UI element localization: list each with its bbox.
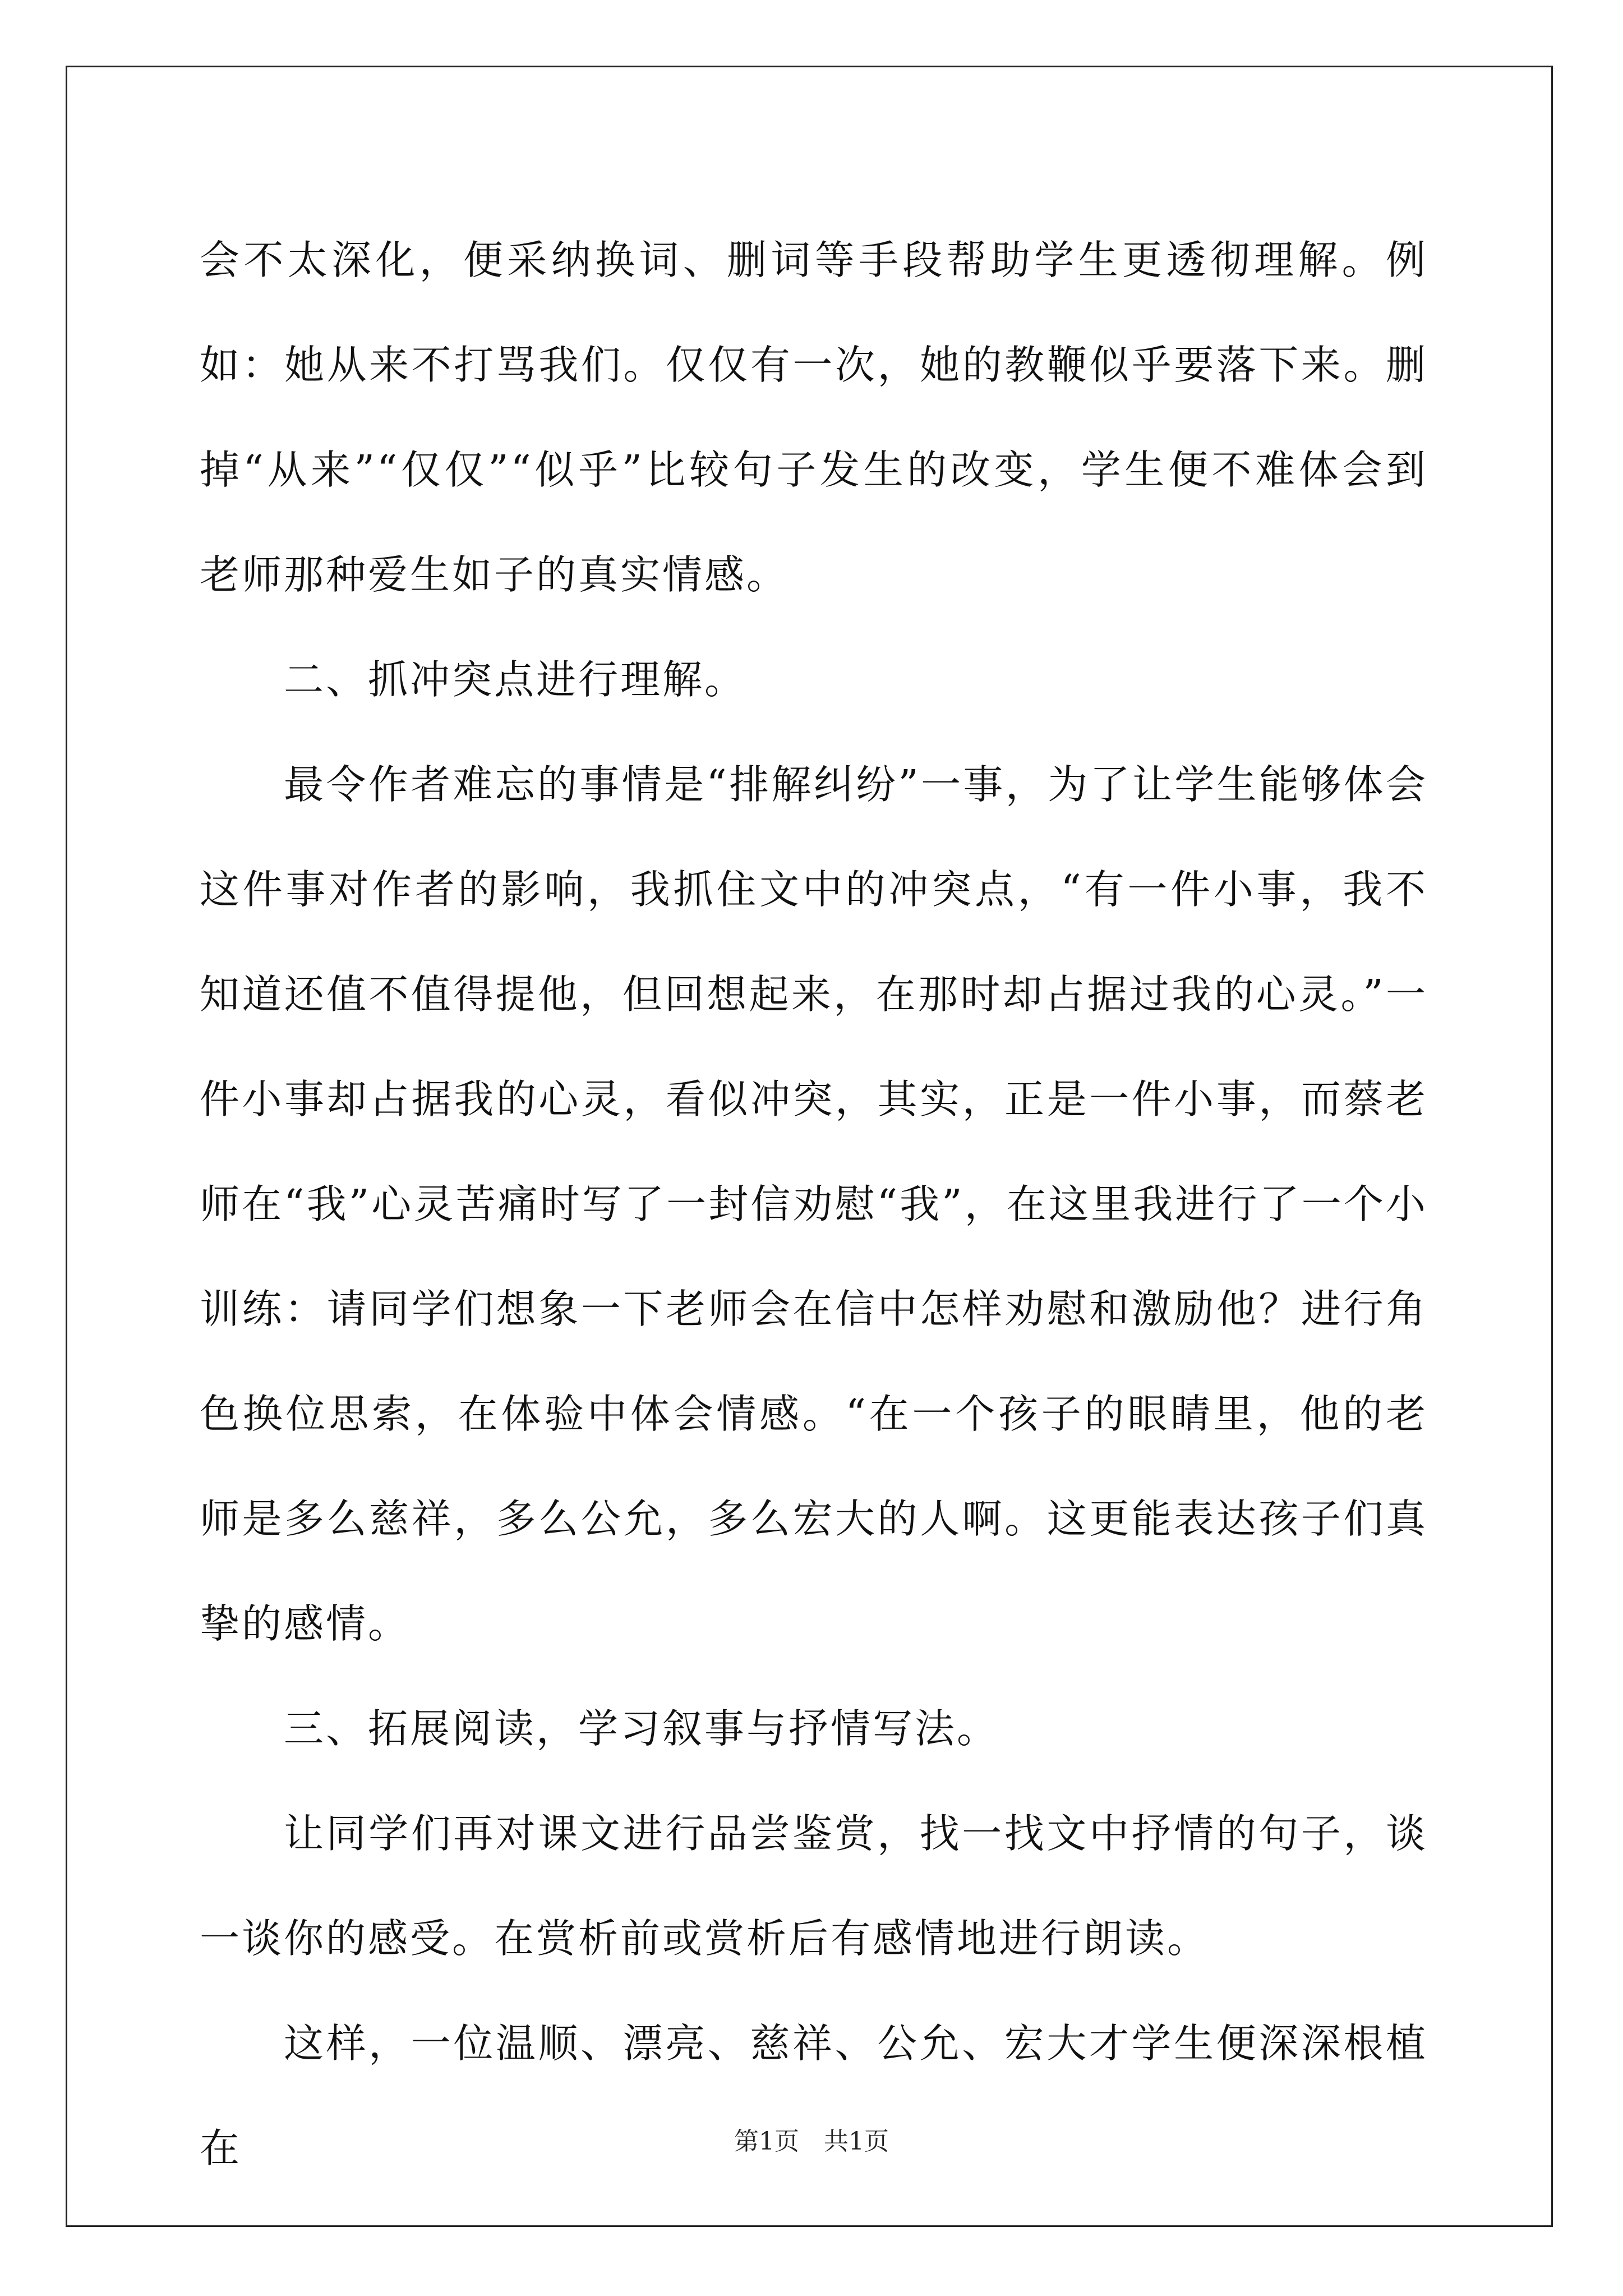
section-heading: 二、抓冲突点进行理解。: [284, 656, 747, 703]
paragraph: 这样，一位温顺、漂亮、慈祥、公允、宏大才学生便深深根植在: [200, 2020, 1428, 2171]
paragraph: 会不太深化，便采纳换词、删词等手段帮助学生更透彻理解。例如：她从来不打骂我们。仅仅有一次，她的教鞭似乎要落下来。删掉“从来”“仅仅”“似乎”比较句子发生的改变，学生便不难体会到老师那种爱生如子的真实情感。: [200, 237, 1428, 598]
paragraph: 让同学们再对课文进行品尝鉴赏，找一找文中抒情的句子，谈一谈你的感受。在赏析前或赏析后有感情地进行朗读。: [200, 1810, 1428, 1962]
paragraph: 最令作者难忘的事情是“排解纠纷”一事，为了让学生能够体会这件事对作者的影响，我抓住文中的冲突点，“有一件小事，我不知道还值不值得提他，但回想起来，在那时却占据过我的心灵。”一件小事却占据我的心灵，看似冲突，其实，正是一件小事，而蔡老师在“我”心灵苦痛时写了一封信劝慰“我”，在这里我进行了一个小训练：请同学们想象一下老师会在信中怎样劝慰和激励他？进行角色换位思索，在体验中体会情感。“在一个孩子的眼睛里，他的老师是多么慈祥，多么公允，多么宏大的人啊。这更能表达孩子们真挚的感情。: [200, 761, 1428, 1647]
page-number-footer: 第1页 共1页: [734, 2127, 889, 2156]
section-heading: 三、拓展阅读，学习叙事与抒情写法。: [284, 1705, 999, 1752]
document-body: [200, 208, 1428, 2201]
